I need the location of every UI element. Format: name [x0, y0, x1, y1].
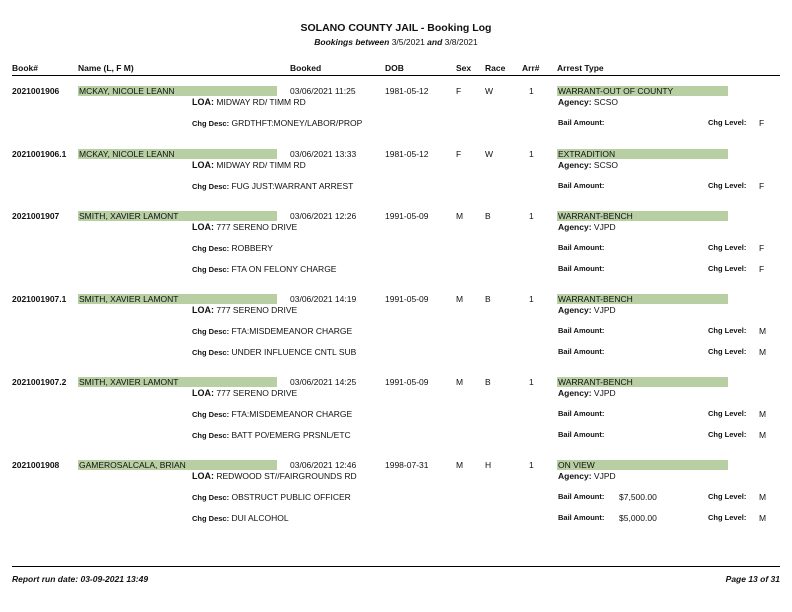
subtitle-prefix: Bookings between — [314, 37, 390, 47]
arrest-count: 1 — [529, 377, 534, 387]
charge-level-label: Chg Level: — [708, 409, 747, 418]
book-number: 2021001906.1 — [12, 149, 67, 159]
charge-level-value: F — [759, 243, 765, 253]
col-race: Race — [485, 63, 506, 73]
chg-desc-label: Chg Desc: — [192, 244, 230, 253]
arresting-agency — [558, 471, 616, 481]
chg-desc-label: Chg Desc: — [192, 410, 230, 419]
sex-value: M — [456, 211, 464, 221]
location-of-arrest — [192, 388, 297, 398]
agency-label: Agency: — [558, 222, 592, 232]
booked-datetime: 03/06/2021 12:46 — [290, 460, 357, 470]
report-subtitle — [0, 37, 792, 47]
inmate-name: SMITH, XAVIER LAMONT — [78, 377, 277, 387]
agency-label: Agency: — [558, 388, 592, 398]
booked-datetime: 03/06/2021 14:25 — [290, 377, 357, 387]
charge-level-label: Chg Level: — [708, 513, 747, 522]
arrest-type: EXTRADITION — [557, 149, 728, 159]
chg-desc-value: ROBBERY — [231, 243, 273, 253]
charge-level-label: Chg Level: — [708, 118, 747, 127]
charge-level-label: Chg Level: — [708, 347, 747, 356]
loa-value: 777 SERENO DRIVE — [216, 388, 298, 398]
arrest-type: WARRANT-BENCH — [557, 294, 728, 304]
arrest-count: 1 — [529, 149, 534, 159]
header-rule — [12, 75, 780, 76]
col-dob: DOB — [385, 63, 404, 73]
arrest-type: ON VIEW — [557, 460, 728, 470]
agency-label: Agency: — [558, 160, 592, 170]
loa-value: MIDWAY RD/ TIMM RD — [216, 160, 306, 170]
booked-datetime: 03/06/2021 13:33 — [290, 149, 357, 159]
chg-desc-label: Chg Desc: — [192, 348, 230, 357]
loa-label: LOA: — [192, 97, 214, 107]
book-number: 2021001908 — [12, 460, 60, 470]
chg-desc-label: Chg Desc: — [192, 514, 230, 523]
agency-label: Agency: — [558, 97, 592, 107]
inmate-name: SMITH, XAVIER LAMONT — [78, 294, 277, 304]
book-number: 2021001906 — [12, 86, 60, 96]
booking-record — [0, 460, 792, 540]
arresting-agency — [558, 222, 616, 232]
arresting-agency — [558, 388, 616, 398]
booked-datetime: 03/06/2021 11:25 — [290, 86, 356, 96]
loa-label: LOA: — [192, 222, 214, 232]
charge-description — [192, 118, 362, 128]
booking-record — [0, 377, 792, 457]
agency-value: VJPD — [593, 471, 616, 481]
col-booked: Booked — [290, 63, 322, 73]
col-arrest-type: Arrest Type — [557, 63, 604, 73]
sex-value: M — [456, 294, 464, 304]
subtitle-and: and — [427, 37, 443, 47]
charge-description — [192, 347, 356, 357]
bail-amount-label: Bail Amount: — [558, 492, 605, 501]
bail-amount-label: Bail Amount: — [558, 347, 605, 356]
charge-description — [192, 492, 351, 502]
bail-amount-label: Bail Amount: — [558, 264, 605, 273]
charge-description — [192, 326, 352, 336]
agency-label: Agency: — [558, 471, 592, 481]
chg-desc-value: BATT PO/EMERG PRSNL/ETC — [231, 430, 351, 440]
date-of-birth: 1998-07-31 — [385, 460, 429, 470]
loa-value: 777 SERENO DRIVE — [216, 222, 298, 232]
charge-description — [192, 513, 289, 523]
bail-amount-label: Bail Amount: — [558, 181, 605, 190]
chg-desc-value: GRDTHFT:MONEY/LABOR/PROP — [231, 118, 363, 128]
date-of-birth: 1981-05-12 — [385, 86, 429, 96]
charge-level-value: M — [759, 513, 767, 523]
charge-level-label: Chg Level: — [708, 430, 747, 439]
sex-value: M — [456, 460, 464, 470]
charge-description — [192, 430, 351, 440]
loa-label: LOA: — [192, 160, 214, 170]
arrest-type: WARRANT-OUT OF COUNTY — [557, 86, 728, 96]
charge-level-label: Chg Level: — [708, 264, 747, 273]
chg-desc-label: Chg Desc: — [192, 119, 230, 128]
col-name: Name (L, F M) — [78, 63, 134, 73]
agency-value: VJPD — [593, 305, 616, 315]
arrest-count: 1 — [529, 211, 534, 221]
race-value: B — [485, 294, 491, 304]
inmate-name: MCKAY, NICOLE LEANN — [78, 86, 277, 96]
report-run-date: Report run date: 03-09-2021 13:49 — [12, 574, 149, 584]
bail-amount-label: Bail Amount: — [558, 118, 605, 127]
agency-value: SCSO — [593, 160, 619, 170]
booking-record — [0, 294, 792, 374]
page-number: Page 13 of 31 — [725, 574, 780, 584]
inmate-name: GAMEROSALCALA, BRIAN — [78, 460, 277, 470]
booking-record — [0, 211, 792, 291]
book-number: 2021001907.2 — [12, 377, 67, 387]
charge-level-value: F — [759, 181, 765, 191]
loa-value: MIDWAY RD/ TIMM RD — [216, 97, 306, 107]
book-number: 2021001907 — [12, 211, 60, 221]
chg-desc-value: FTA:MISDEMEANOR CHARGE — [231, 409, 353, 419]
loa-value: REDWOOD ST//FAIRGROUNDS RD — [216, 471, 357, 481]
charge-level-label: Chg Level: — [708, 492, 747, 501]
charge-level-value: F — [759, 264, 765, 274]
bail-amount-label: Bail Amount: — [558, 513, 605, 522]
chg-desc-value: FUG JUST:WARRANT ARREST — [231, 181, 354, 191]
inmate-name: SMITH, XAVIER LAMONT — [78, 211, 277, 221]
location-of-arrest — [192, 222, 297, 232]
arrest-count: 1 — [529, 294, 534, 304]
loa-label: LOA: — [192, 388, 214, 398]
location-of-arrest — [192, 305, 297, 315]
start-date: 3/5/2021 — [391, 37, 425, 47]
bail-amount-value: $7,500.00 — [619, 492, 657, 502]
date-of-birth: 1981-05-12 — [385, 149, 429, 159]
agency-label: Agency: — [558, 305, 592, 315]
arrest-count: 1 — [529, 460, 534, 470]
footer-rule — [12, 566, 780, 567]
arrest-type: WARRANT-BENCH — [557, 211, 728, 221]
book-number: 2021001907.1 — [12, 294, 67, 304]
chg-desc-label: Chg Desc: — [192, 493, 230, 502]
location-of-arrest — [192, 471, 357, 481]
date-of-birth: 1991-05-09 — [385, 294, 429, 304]
bail-amount-label: Bail Amount: — [558, 409, 605, 418]
sex-value: M — [456, 377, 464, 387]
charge-description — [192, 243, 273, 253]
agency-value: VJPD — [593, 222, 616, 232]
end-date: 3/8/2021 — [444, 37, 478, 47]
chg-desc-label: Chg Desc: — [192, 182, 230, 191]
charge-description — [192, 181, 353, 191]
location-of-arrest — [192, 97, 306, 107]
loa-label: LOA: — [192, 305, 214, 315]
charge-level-value: M — [759, 492, 767, 502]
race-value: B — [485, 211, 491, 221]
chg-desc-value: DUI ALCOHOL — [231, 513, 289, 523]
date-of-birth: 1991-05-09 — [385, 377, 429, 387]
agency-value: SCSO — [593, 97, 619, 107]
inmate-name: MCKAY, NICOLE LEANN — [78, 149, 277, 159]
arresting-agency — [558, 97, 618, 107]
bail-amount-value: $5,000.00 — [619, 513, 657, 523]
agency-value: VJPD — [593, 388, 616, 398]
charge-level-value: F — [759, 118, 765, 128]
race-value: W — [485, 86, 494, 96]
loa-value: 777 SERENO DRIVE — [216, 305, 298, 315]
charge-level-label: Chg Level: — [708, 243, 747, 252]
race-value: W — [485, 149, 494, 159]
race-value: H — [485, 460, 492, 470]
report-title: SOLANO COUNTY JAIL - Booking Log — [300, 22, 492, 34]
chg-desc-value: FTA ON FELONY CHARGE — [231, 264, 337, 274]
arresting-agency — [558, 305, 616, 315]
loa-label: LOA: — [192, 471, 214, 481]
chg-desc-label: Chg Desc: — [192, 265, 230, 274]
bail-amount-label: Bail Amount: — [558, 430, 605, 439]
bail-amount-label: Bail Amount: — [558, 326, 605, 335]
charge-level-label: Chg Level: — [708, 181, 747, 190]
chg-desc-value: FTA:MISDEMEANOR CHARGE — [231, 326, 353, 336]
col-sex: Sex — [456, 63, 472, 73]
col-arr: Arr# — [522, 63, 540, 73]
charge-description — [192, 264, 336, 274]
race-value: B — [485, 377, 491, 387]
chg-desc-label: Chg Desc: — [192, 327, 230, 336]
charge-level-label: Chg Level: — [708, 326, 747, 335]
booked-datetime: 03/06/2021 12:26 — [290, 211, 357, 221]
col-book: Book# — [12, 63, 38, 73]
charge-level-value: M — [759, 430, 767, 440]
chg-desc-label: Chg Desc: — [192, 431, 230, 440]
charge-level-value: M — [759, 326, 767, 336]
location-of-arrest — [192, 160, 306, 170]
sex-value: F — [456, 86, 462, 96]
chg-desc-value: UNDER INFLUENCE CNTL SUB — [231, 347, 357, 357]
charge-level-value: M — [759, 409, 767, 419]
arrest-type: WARRANT-BENCH — [557, 377, 728, 387]
bail-amount-label: Bail Amount: — [558, 243, 605, 252]
date-of-birth: 1991-05-09 — [385, 211, 429, 221]
charge-level-value: M — [759, 347, 767, 357]
sex-value: F — [456, 149, 462, 159]
charge-description — [192, 409, 352, 419]
booked-datetime: 03/06/2021 14:19 — [290, 294, 357, 304]
chg-desc-value: OBSTRUCT PUBLIC OFFICER — [231, 492, 351, 502]
arrest-count: 1 — [529, 86, 534, 96]
arresting-agency — [558, 160, 618, 170]
